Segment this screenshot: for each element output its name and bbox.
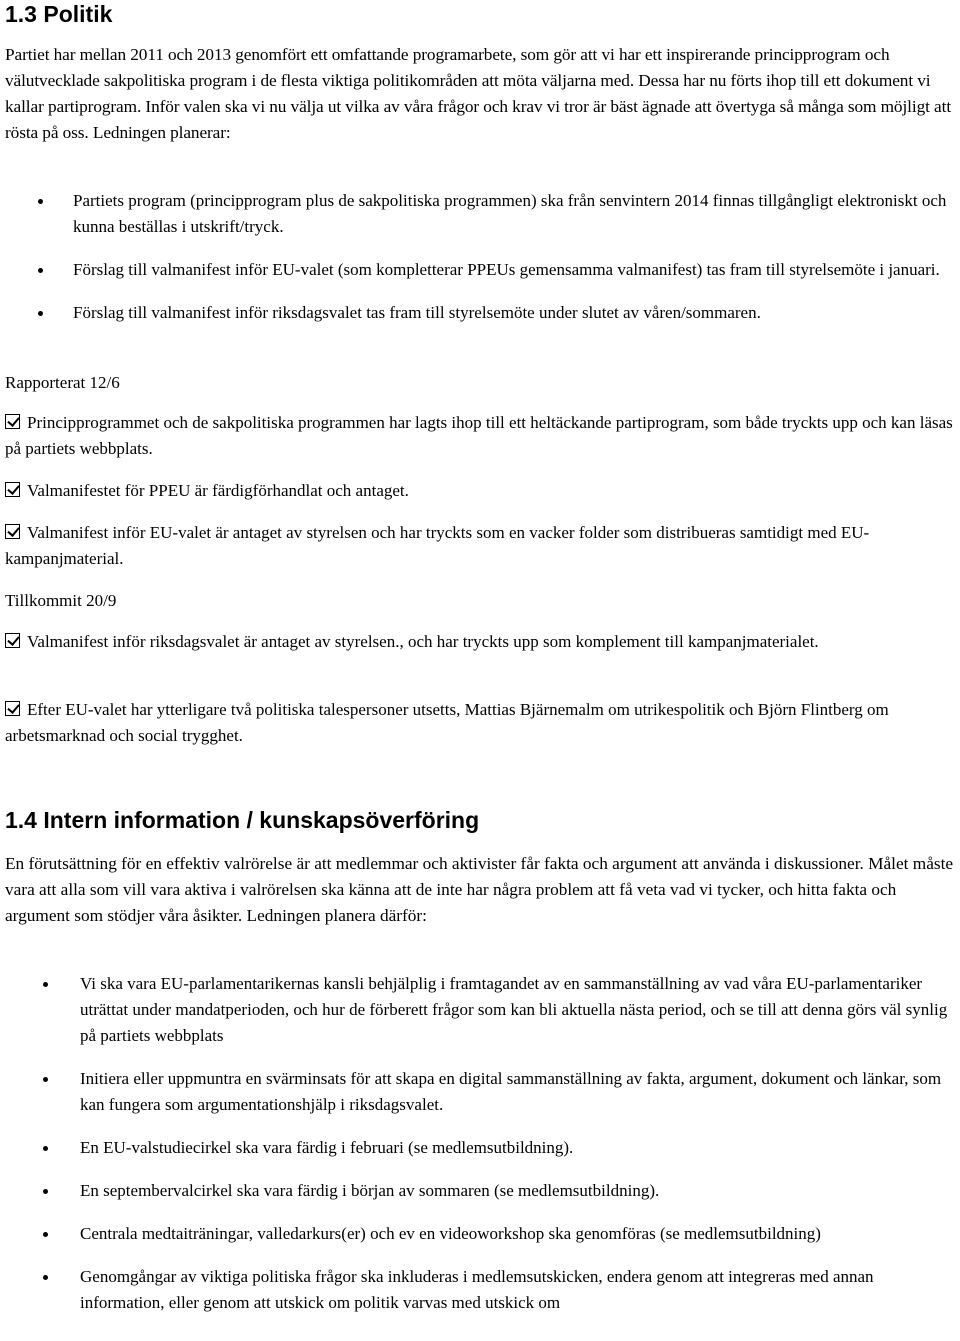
added-heading: Tillkommit 20/9 bbox=[5, 591, 117, 610]
intro-paragraph: Partiet har mellan 2011 och 2013 genomfört ett omfattande programarbete, som gör att vi har ett inspirerande principprogram och välutvecklade sakpolitiska program i de flesta viktiga politikområden att möta väljarna med. Dessa har nu förts ihop till ett dokument vi kallar partiprogram. Inför valen ska vi nu välja ut vilka av våra frågor och krav vi tror är bäst ägnade att övertyga så många som möjligt att rösta på oss. Ledningen planerar: bbox=[5, 45, 952, 142]
list-item: Förslag till valmanifest inför riksdagsvalet tas fram till styrelsemöte under slutet av våren/sommaren. bbox=[5, 300, 957, 326]
info-bullet-list bbox=[5, 971, 957, 1316]
bullet-icon bbox=[43, 1232, 48, 1237]
bullet-icon bbox=[38, 199, 43, 204]
checkbox-checked-icon bbox=[5, 524, 20, 539]
reported-heading: Rapporterat 12/6 bbox=[5, 373, 120, 392]
bullet-icon bbox=[43, 1275, 48, 1280]
list-item: Vi ska vara EU-parlamentarikernas kansli behjälplig i framtagandet av en sammanställning av vad våra EU-parlamentariker uträttat under mandatperioden, och hur de förberett frågor som kan bli aktuella nästa period, och se till att denna görs väl synlig på partiets webbplats bbox=[5, 971, 957, 1049]
bullet-icon bbox=[43, 1189, 48, 1194]
list-item: Partiets program (principprogram plus de sakpolitiska programmen) ska från senvintern 2014 finnas tillgångligt elektroniskt och kunna beställas i utskrift/tryck. bbox=[5, 188, 957, 240]
list-item: Genomgångar av viktiga politiska frågor ska inkluderas i medlemsutskicken, endera genom att integreras med annan information, eller genom att utskick om politik varvas med utskick om bbox=[5, 1264, 957, 1316]
list-item: Förslag till valmanifest inför EU-valet (som kompletterar PPEUs gemensamma valmanifest) tas fram till styrelsemöte i januari. bbox=[5, 257, 957, 283]
checkbox-checked-icon bbox=[5, 701, 20, 716]
added-item: Efter EU-valet har ytterligare två politiska talespersoner utsetts, Mattias Bjärnemalm om utrikespolitik och Björn Flintberg om arbetsmarknad och social trygghet. bbox=[5, 700, 889, 745]
bullet-icon bbox=[43, 1146, 48, 1151]
reported-item: Valmanifest inför EU-valet är antaget av styrelsen och har tryckts som en vacker folder som distribueras samtidigt med EU-kampanjmaterial. bbox=[5, 523, 870, 568]
added-item: Valmanifest inför riksdagsvalet är antaget av styrelsen., och har tryckts upp som komplement till kampanjmaterialet. bbox=[5, 629, 957, 655]
bullet-icon bbox=[38, 311, 43, 316]
section-heading-politik: 1.3 Politik bbox=[5, 1, 113, 27]
bullet-icon bbox=[43, 982, 48, 987]
reported-item: Principprogrammet och de sakpolitiska programmen har lagts ihop till ett heltäckande partiprogram, som både tryckts upp och kan läsas på partiets webbplats. bbox=[5, 413, 953, 458]
reported-item: Valmanifestet för PPEU är färdigförhandlat och antaget. bbox=[5, 478, 957, 504]
section-intro bbox=[5, 42, 957, 146]
list-item: En EU-valstudiecirkel ska vara färdig i februari (se medlemsutbildning). bbox=[5, 1135, 957, 1161]
list-item: Initiera eller uppmuntra en svärminsats för att skapa en digital sammanställning av fakta, argument, dokument och länkar, som kan fungera som argumentationshjälp i riksdagsvalet. bbox=[5, 1066, 957, 1118]
list-item: Centrala medtaiträningar, valledarkurs(er) och ev en videoworkshop ska genomföras (se medlemsutbildning) bbox=[5, 1221, 957, 1247]
bullet-icon bbox=[38, 268, 43, 273]
section-heading-intern-information: 1.4 Intern information / kunskapsöverföring bbox=[5, 807, 480, 833]
checkbox-checked-icon bbox=[5, 414, 20, 429]
checkbox-checked-icon bbox=[5, 633, 20, 648]
checkbox-checked-icon bbox=[5, 482, 20, 497]
plan-bullet-list bbox=[5, 188, 957, 326]
bullet-icon bbox=[43, 1077, 48, 1082]
list-item: En septembervalcirkel ska vara färdig i början av sommaren (se medlemsutbildning). bbox=[5, 1178, 957, 1204]
section2-intro bbox=[5, 851, 957, 929]
intro-paragraph: En förutsättning för en effektiv valrörelse är att medlemmar och aktivister får fakta och argument att använda i diskussioner. Målet måste vara att alla som vill vara aktiva i valrörelsen ska känna att de inte har några problem att få veta vad vi tycker, och hitta fakta och argument som stödjer våra åsikter. Ledningen planera därför: bbox=[5, 854, 954, 925]
